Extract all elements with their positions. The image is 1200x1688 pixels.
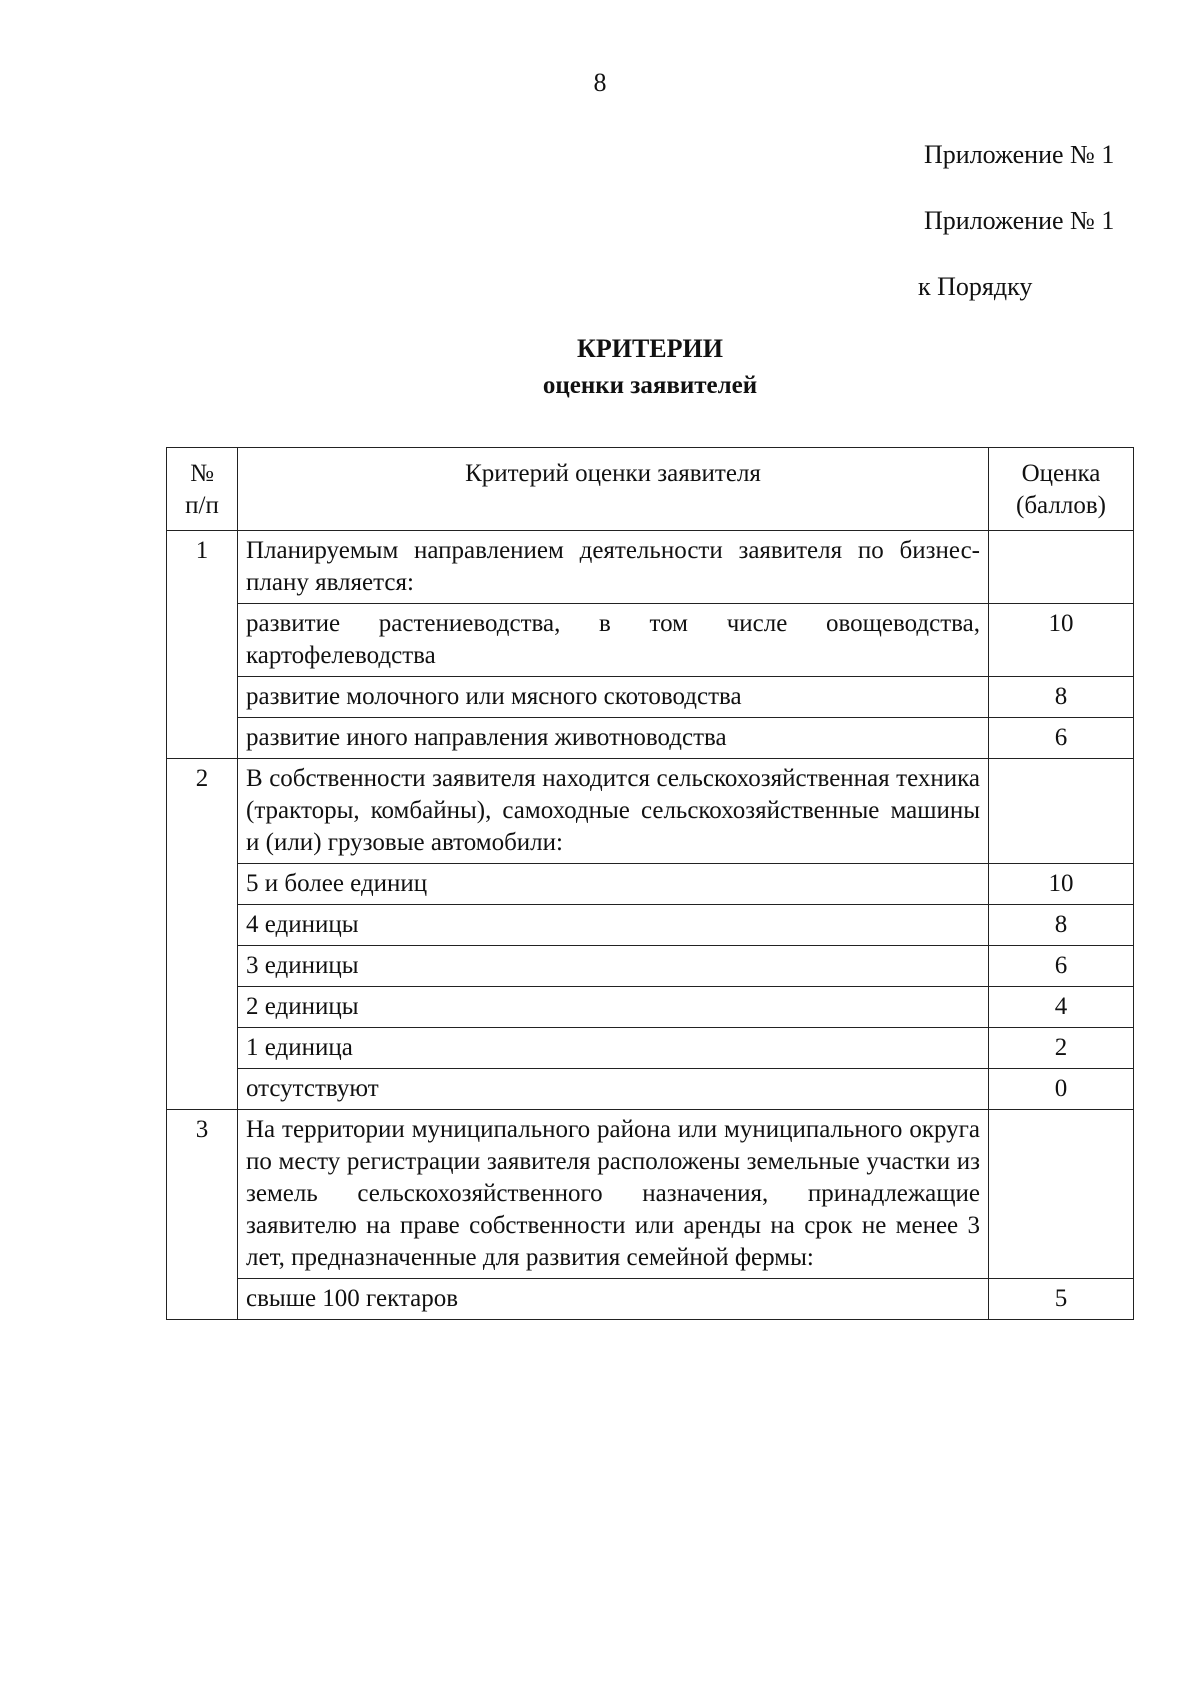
table-header-row (167, 448, 1134, 531)
document-title: КРИТЕРИИ (577, 334, 723, 363)
table-row (167, 718, 1134, 759)
header-number (167, 448, 238, 531)
score-value: 6 (989, 718, 1134, 759)
header-criterion: Критерий оценки заявителя (238, 448, 989, 531)
row-number: 1 (167, 531, 238, 604)
score-value: 10 (989, 864, 1134, 905)
score-value: 10 (989, 604, 1134, 677)
score-value: 2 (989, 1028, 1134, 1069)
score-cell-empty (989, 759, 1134, 864)
criterion-intro: Планируемым направлением деятельности заявителя по бизнес-плану является: (238, 531, 989, 604)
appendix-order-ref: к Порядку (918, 272, 1033, 301)
table-row (167, 864, 1134, 905)
criterion-option: развитие молочного или мясного скотоводства (238, 677, 989, 718)
page-number: 8 (593, 68, 607, 97)
table-row (167, 1069, 1134, 1110)
header-score-line2: (баллов) (1016, 492, 1106, 519)
criterion-option: свыше 100 гектаров (238, 1279, 989, 1320)
criteria-table (166, 447, 1134, 1320)
criterion-option: 5 и более единиц (238, 864, 989, 905)
score-cell-empty (989, 531, 1134, 604)
header-score (989, 448, 1134, 531)
appendix-label-repeat: Приложение № 1 (924, 206, 1115, 235)
score-value: 0 (989, 1069, 1134, 1110)
document-subtitle: оценки заявителей (542, 372, 758, 399)
row-number: 2 (167, 759, 238, 864)
table-row (167, 531, 1134, 604)
criterion-option: развитие иного направления животноводства (238, 718, 989, 759)
row-number: 3 (167, 1110, 238, 1279)
criterion-intro: В собственности заявителя находится сельскохозяйственная техника (тракторы, комбайны), самоходные сельскохозяйственные машины и (или) грузовые автомобили: (238, 759, 989, 864)
table-row (167, 759, 1134, 864)
criterion-option: 4 единицы (238, 905, 989, 946)
criterion-intro: На территории муниципального района или муниципального округа по месту регистрации заявителя расположены земельные участки из земель сельскохозяйственного назначения, принадлежащие заявителю на праве собственности или аренды на срок не менее 3 лет, предназначенные для развития семейной фермы: (238, 1110, 989, 1279)
table-row (167, 604, 1134, 677)
table-row (167, 1028, 1134, 1069)
table-row (167, 946, 1134, 987)
score-value: 6 (989, 946, 1134, 987)
score-value: 8 (989, 677, 1134, 718)
header-number-line2: п/п (185, 492, 219, 519)
header-score-line1: Оценка (1021, 460, 1101, 487)
criterion-option: 3 единицы (238, 946, 989, 987)
table-row (167, 1279, 1134, 1320)
criterion-option: 1 единица (238, 1028, 989, 1069)
criterion-option: развитие растениеводства, в том числе овощеводства, картофелеводства (238, 604, 989, 677)
score-value: 5 (989, 1279, 1134, 1320)
score-value: 8 (989, 905, 1134, 946)
score-cell-empty (989, 1110, 1134, 1279)
appendix-label: Приложение № 1 (924, 140, 1115, 169)
header-number-line1: № (190, 460, 214, 487)
table-row (167, 1110, 1134, 1279)
table-row (167, 987, 1134, 1028)
table-row (167, 677, 1134, 718)
score-value: 4 (989, 987, 1134, 1028)
criterion-option: отсутствуют (238, 1069, 989, 1110)
criterion-option: 2 единицы (238, 987, 989, 1028)
table-row (167, 905, 1134, 946)
